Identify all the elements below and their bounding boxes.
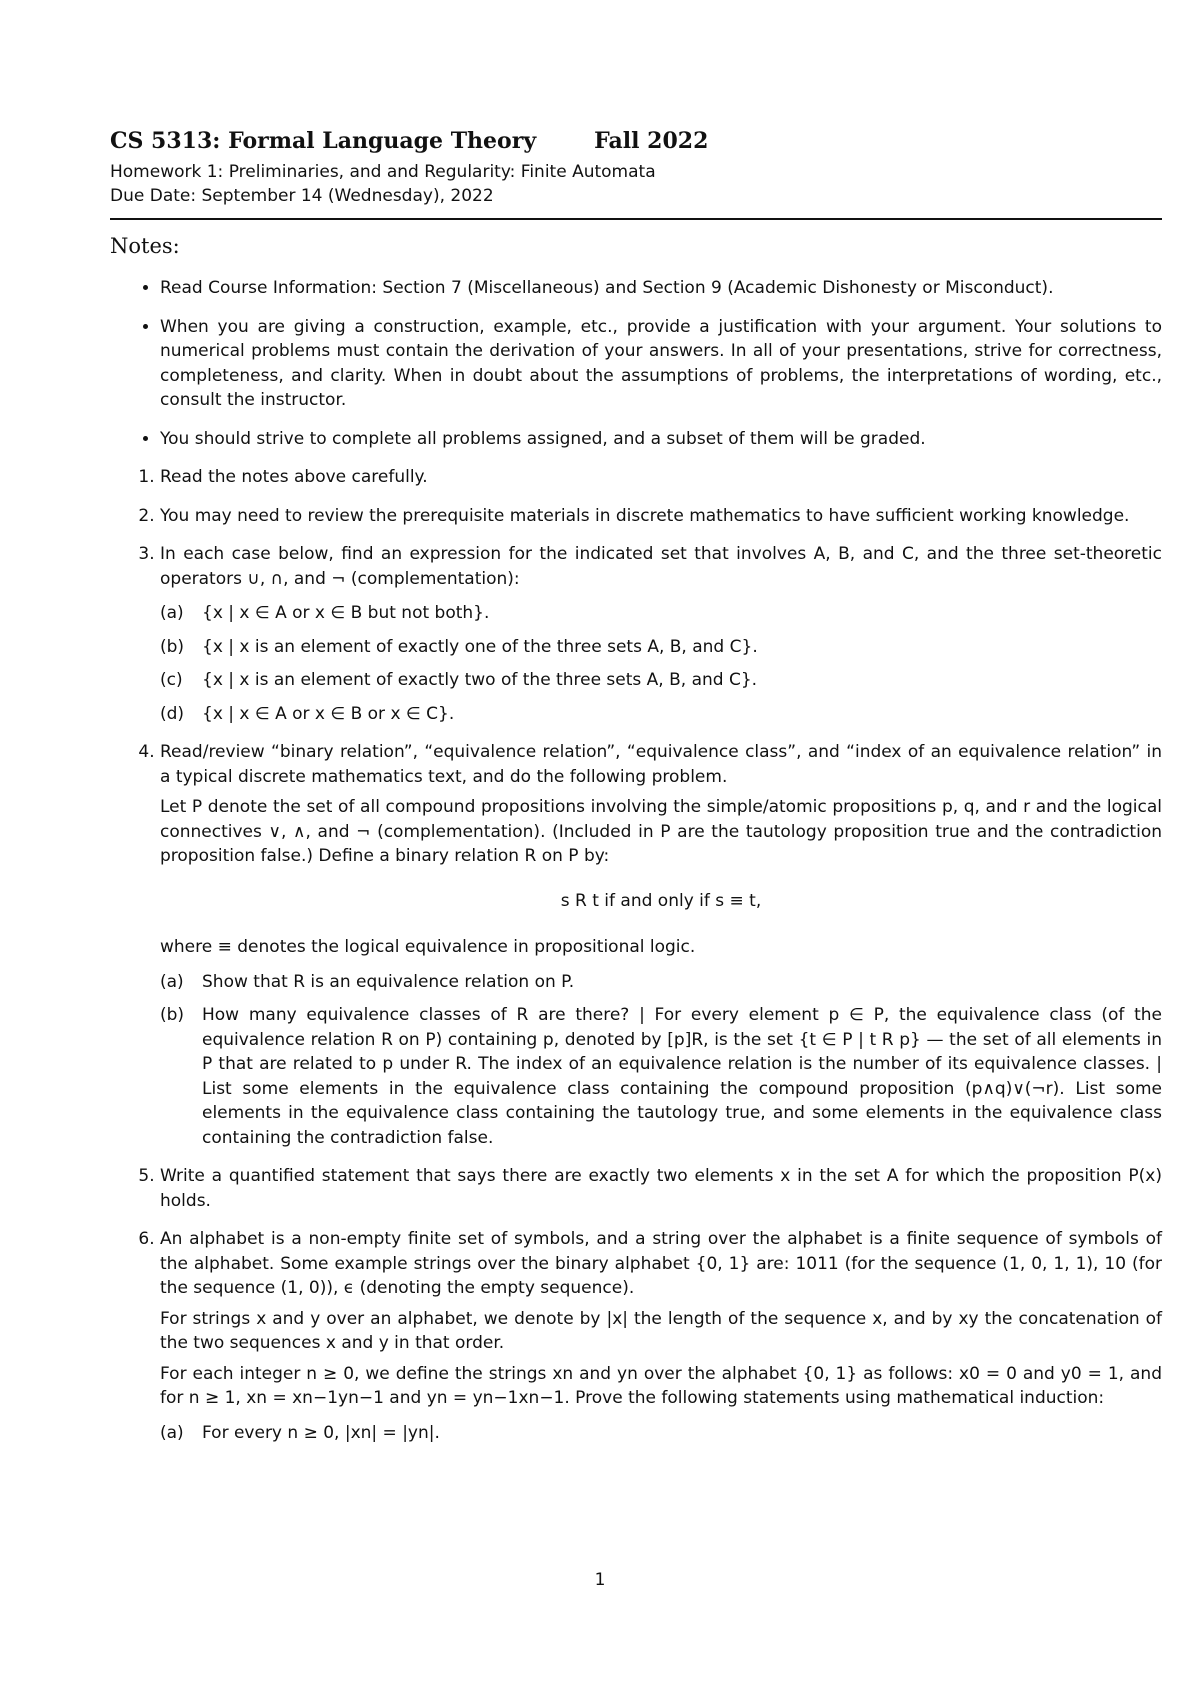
document-page [110, 128, 1162, 1459]
problem-5: 5. Write a quantified statement that says there are exactly two elements x in the set A for which the proposition P(x) holds. [160, 1164, 1162, 1213]
problem-6-para3: For each integer n ≥ 0, we define the strings xn and yn over the alphabet {0, 1} as follows: x0 = 0 and y0 = 1, and for n ≥ 1, xn = xn−1yn−1 and yn = yn−1xn−1. Prove the following statements using mathematical induction: [160, 1363, 1162, 1408]
subpart-label: (b) [160, 1005, 185, 1025]
subpart-label: (a) [160, 971, 184, 992]
course-title: CS 5313: Formal Language Theory [110, 128, 537, 154]
subpart [160, 601, 1162, 626]
subpart-label: (a) [160, 1422, 184, 1443]
problem-3-subparts [160, 601, 1162, 726]
subpart [160, 1003, 1162, 1150]
subpart-text: {x | x is an element of exactly two of the three sets A, B, and C}. [202, 670, 758, 690]
subpart-label: (a) [160, 603, 184, 623]
notes-heading: Notes: [110, 234, 180, 258]
header-rule [110, 218, 1162, 220]
subpart-label: (c) [160, 670, 183, 690]
problem-4-para: Let P denote the set of all compound propositions involving the simple/atomic propositions p, q, and r and the logical connectives ∨, ∧, and ¬ (complementation). (Included in P are the tautology proposition true and the contradiction proposition false.) Define a binary relation R on P by: [160, 797, 1162, 866]
problem-4-after: where ≡ denotes the logical equivalence in propositional logic. [160, 937, 696, 957]
problem-list [110, 465, 1162, 1445]
subpart-text: How many equivalence classes of R are there? | For every element p ∈ P, the equivalence class (of the equivalence relation R on P) containing p, denoted by [p]R, is the set {t ∈ P | t R p} — the set of all elements in P that are related to p under R. The index of an equivalence relation is the number of its equivalence classes. | List some elements in the equivalence class containing the compound proposition (p∧q)∨(¬r). List some elements in the equivalence class containing the tautology true, and some elements in the equivalence class containing the contradiction false. [202, 1005, 1162, 1148]
homework-title: Homework 1: Preliminaries, and and Regularity: Finite Automata [110, 162, 656, 182]
problem-1: 1. Read the notes above carefully. [160, 465, 1162, 490]
problem-6-para2: For strings x and y over an alphabet, we denote by |x| the length of the sequence x, and by xy the concatenation of the two sequences x and y in that order. [160, 1308, 1162, 1353]
problem-4 [160, 740, 1162, 1150]
problem-4-intro: 4. Read/review “binary relation”, “equivalence relation”, “equivalence class”, and “index of an equivalence relation” in a typical discrete mathematics text, and do the following problem. [160, 742, 1162, 787]
problem-3 [160, 542, 1162, 726]
note-item: • When you are giving a construction, example, etc., provide a justification with your argument. Your solutions to numerical problems must contain the derivation of your answers. In all of your presentations, strive for correctness, completeness, and clarity. When in doubt about the assumptions of problems, the interpretations of wording, etc., consult the instructor. [160, 315, 1162, 413]
subpart-text: For every n ≥ 0, |xn| = |yn|. [202, 1422, 440, 1443]
problem-4-subparts [160, 970, 1162, 1151]
subpart [160, 635, 1162, 660]
subpart-label: (d) [160, 703, 185, 724]
subpart [160, 970, 1162, 995]
note-item: • Read Course Information: Section 7 (Miscellaneous) and Section 9 (Academic Dishonesty or Misconduct). [160, 276, 1162, 301]
problem-4-formula: s R t if and only if s ≡ t, [560, 890, 762, 911]
subpart-text: {x | x is an element of exactly one of the three sets A, B, and C}. [202, 636, 758, 657]
subpart-text: {x | x ∈ A or x ∈ B but not both}. [202, 603, 490, 623]
problem-2: 2. You may need to review the prerequisite materials in discrete mathematics to have sufficient working knowledge. [160, 504, 1162, 529]
problem-3-text: 3. In each case below, find an expression for the indicated set that involves A, B, and C, and the three set-theoretic operators ∪, ∩, and ¬ (complementation): [160, 544, 1162, 589]
problem-6-para1: 6. An alphabet is a non-empty finite set of symbols, and a string over the alphabet is a finite sequence of symbols of the alphabet. Some example strings over the binary alphabet {0, 1} are: 1011 (for the sequence (1, 0, 1, 1), 10 (for the sequence (1, 0)), ϵ (denoting the empty sequence). [160, 1229, 1162, 1298]
notes-list [110, 276, 1162, 451]
subpart [160, 702, 1162, 727]
header-title [110, 128, 1162, 154]
subpart-text: Show that R is an equivalence relation on P. [202, 971, 575, 992]
note-item: • You should strive to complete all problems assigned, and a subset of them will be graded. [160, 427, 1162, 452]
subpart-text: {x | x ∈ A or x ∈ B or x ∈ C}. [202, 703, 455, 724]
subpart [160, 668, 1162, 693]
term: Fall 2022 [594, 128, 709, 154]
due-date: Due Date: September 14 (Wednesday), 2022 [110, 186, 494, 206]
problem-6 [160, 1227, 1162, 1445]
subpart-label: (b) [160, 636, 185, 657]
problem-6-subparts [160, 1421, 1162, 1446]
page-number: 1 [594, 1570, 606, 1590]
subpart [160, 1421, 1162, 1446]
